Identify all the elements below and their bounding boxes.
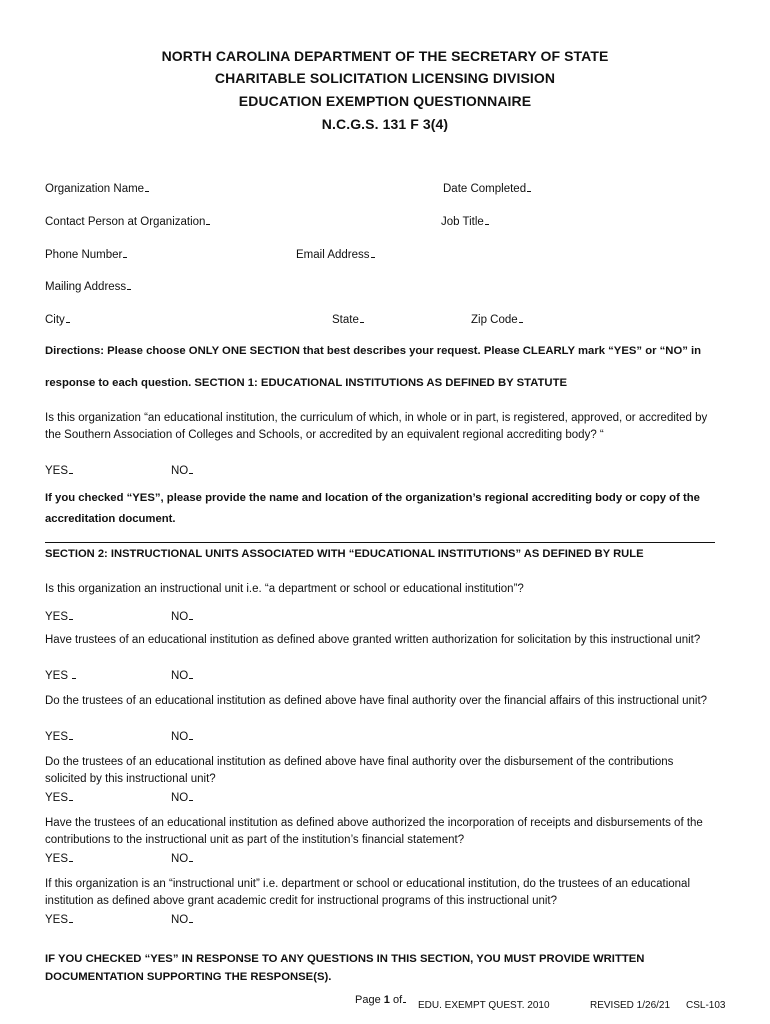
- section1-note: If you checked “YES”, please provide the name and location of the organization’s regional accrediting body or copy of the accreditation document.: [45, 492, 700, 525]
- city-label: City: [45, 314, 65, 326]
- form-name: EDU. EXEMPT QUEST. 2010: [418, 1000, 550, 1011]
- header-line-1: NORTH CAROLINA DEPARTMENT OF THE SECRETARY OF STATE: [161, 48, 609, 64]
- date-completed-field[interactable]: [443, 181, 531, 195]
- q4-no[interactable]: [171, 790, 193, 804]
- phone-label: Phone Number: [45, 249, 123, 261]
- section1-yes-label: YES: [45, 465, 69, 477]
- job-title-label: Job Title: [441, 216, 484, 228]
- q4-no-label: NO: [171, 792, 189, 804]
- section1-no-label: NO: [171, 465, 189, 477]
- q2-yes-label: YES: [45, 670, 69, 682]
- page-number: 1: [383, 994, 390, 1006]
- q6-no[interactable]: [171, 912, 193, 926]
- section1-question: Is this organization “an educational institution, the curriculum of which, in whole or in part, is registered, approved, or accredited by the Southern Association of Colleges and Schools, or accredited by an equivalent regional accrediting body? “: [45, 412, 708, 441]
- q3-no-label: NO: [171, 731, 189, 743]
- q2-no-label: NO: [171, 670, 189, 682]
- section2-q2: Have trustees of an educational institution as defined above granted written authorization for solicitation by this instructional unit?: [45, 634, 701, 646]
- q6-no-label: NO: [171, 914, 189, 926]
- email-label: Email Address: [296, 249, 370, 261]
- page-of: of: [392, 994, 403, 1006]
- date-completed-label: Date Completed: [443, 183, 527, 195]
- q3-no[interactable]: [171, 729, 193, 743]
- q2-yes[interactable]: [45, 668, 76, 682]
- zip-field[interactable]: [471, 312, 523, 326]
- org-name-field[interactable]: [45, 181, 149, 195]
- state-field[interactable]: [332, 312, 364, 326]
- page-label: Page: [355, 994, 381, 1006]
- q1-no[interactable]: [171, 609, 193, 623]
- q3-yes-label: YES: [45, 731, 69, 743]
- header-line-2: CHARITABLE SOLICITATION LICENSING DIVISION: [214, 70, 556, 86]
- section1-no[interactable]: [171, 463, 193, 477]
- contact-person-field[interactable]: [45, 214, 210, 228]
- directions-line-2: response to each question. SECTION 1: EDUCATIONAL INSTITUTIONS AS DEFINED BY STATUTE: [45, 377, 568, 389]
- contact-person-label: Contact Person at Organization: [45, 216, 206, 228]
- section2-q3: Do the trustees of an educational institution as defined above have final authority over the financial affairs of this instructional unit?: [45, 695, 708, 707]
- city-field[interactable]: [45, 312, 70, 326]
- q3-yes[interactable]: [45, 729, 73, 743]
- section2-warning: IF YOU CHECKED “YES” IN RESPONSE TO ANY QUESTIONS IN THIS SECTION, YOU MUST PROVIDE WRITTEN DOCUMENTATION SUPPORTING THE RESPONSE(S).: [45, 953, 645, 983]
- email-field[interactable]: [296, 247, 375, 261]
- q4-yes-label: YES: [45, 792, 69, 804]
- header-line-3: EDUCATION EXEMPTION QUESTIONNAIRE: [238, 93, 532, 109]
- org-name-label: Organization Name: [45, 183, 145, 195]
- q2-no[interactable]: [171, 668, 193, 682]
- state-label: State: [332, 314, 359, 326]
- section2-q4: Do the trustees of an educational institution as defined above have final authority over the disbursement of the contributions solicited by this instructional unit?: [45, 756, 674, 785]
- header-line-4: N.C.G.S. 131 F 3(4): [321, 116, 449, 132]
- form-code: CSL-103: [686, 1000, 726, 1011]
- revised-date: REVISED 1/26/21: [590, 1000, 671, 1011]
- phone-field[interactable]: [45, 247, 127, 261]
- q5-no-label: NO: [171, 853, 189, 865]
- q4-yes[interactable]: [45, 790, 73, 804]
- q1-yes[interactable]: [45, 609, 73, 623]
- q1-yes-label: YES: [45, 611, 69, 623]
- section1-yes[interactable]: [45, 463, 73, 477]
- directions-line-1: Directions: Please choose ONLY ONE SECTION that best describes your request. Please CLEARLY mark “YES” or “NO” in: [45, 345, 702, 357]
- page-indicator: [355, 992, 406, 1006]
- q5-yes-label: YES: [45, 853, 69, 865]
- q5-yes[interactable]: [45, 851, 73, 865]
- mailing-address-label: Mailing Address: [45, 281, 127, 293]
- zip-label: Zip Code: [471, 314, 518, 326]
- q5-no[interactable]: [171, 851, 193, 865]
- q6-yes-label: YES: [45, 914, 69, 926]
- section-divider: [45, 542, 715, 543]
- job-title-field[interactable]: [441, 214, 489, 228]
- section2-q6: If this organization is an “instructional unit” i.e. department or school or educational institution, do the trustees of an educational institution as defined above grant academic credit for instructional programs of this instructional unit?: [45, 878, 691, 907]
- section2-q1: Is this organization an instructional unit i.e. “a department or school or educational institution”?: [45, 583, 524, 595]
- section2-q5: Have the trustees of an educational institution as defined above authorized the incorporation of receipts and disbursements of the contributions to the instructional unit as part of the institution’s financial statement?: [45, 817, 703, 846]
- section2-title: SECTION 2: INSTRUCTIONAL UNITS ASSOCIATED WITH “EDUCATIONAL INSTITUTIONS” AS DEFINED BY RULE: [45, 548, 644, 560]
- q6-yes[interactable]: [45, 912, 73, 926]
- mailing-address-field[interactable]: [45, 279, 131, 293]
- q1-no-label: NO: [171, 611, 189, 623]
